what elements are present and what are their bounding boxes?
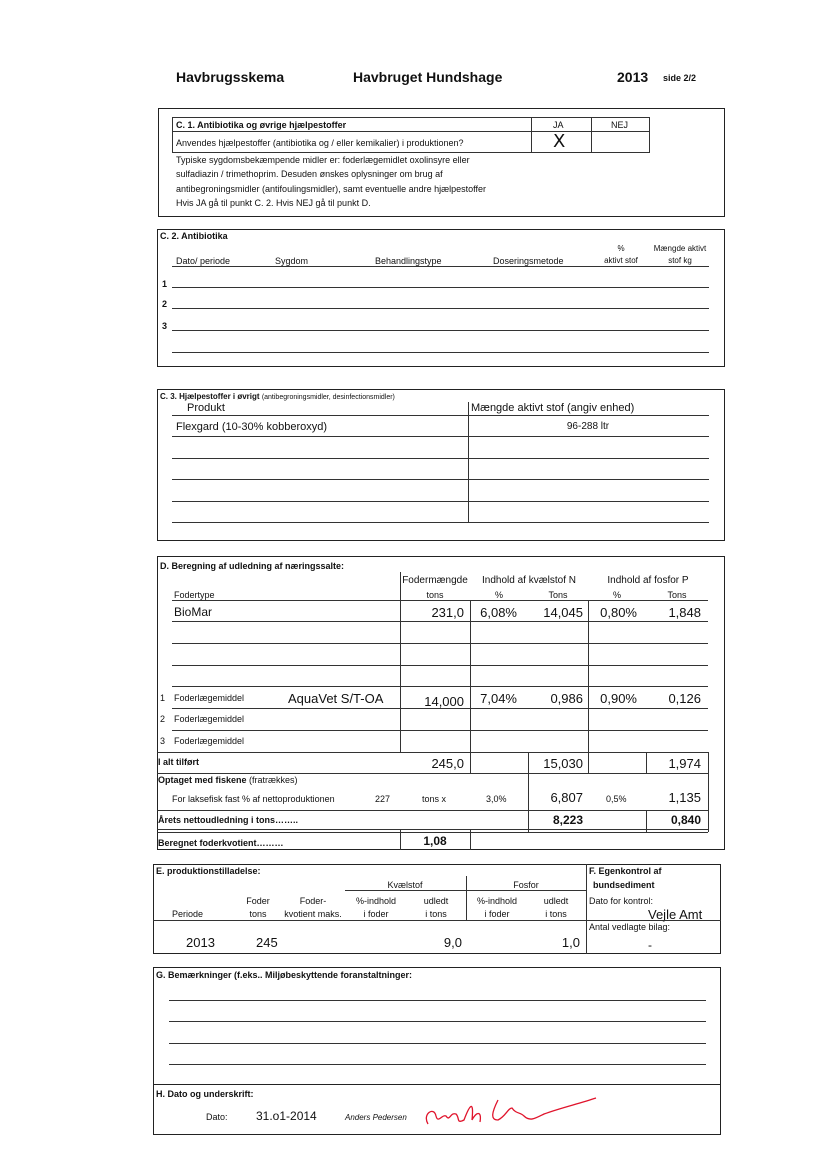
d-med1-n-pct[interactable]: 7,04% [480, 691, 517, 706]
d-fq-value[interactable]: 1,08 [423, 834, 447, 848]
d-med-number: 3 [160, 736, 166, 746]
c2-col-dosing: Doseringsmetode [493, 256, 564, 266]
d-feed-n-pct[interactable]: 6,08% [480, 605, 517, 620]
d-med1-p-pct[interactable]: 0,90% [600, 691, 637, 706]
c1-line: antibegroningsmidler (antifoulingsmidler), samt eventuelle andre hjælpestoffer [176, 184, 486, 194]
c3-title: C. 3. Hjælpestoffer i øvrigt (antibegroningsmidler, desinfectionsmidler) [160, 392, 395, 401]
d-net-p[interactable]: 0,840 [670, 813, 701, 827]
d-feed-p-pct[interactable]: 0,80% [600, 605, 637, 620]
f-title: F. Egenkontrol af [589, 866, 662, 876]
e-title: E. produktionstilladelse: [156, 866, 261, 876]
e-col-feed: Foder [246, 896, 270, 906]
g-remark-line[interactable] [169, 1043, 706, 1044]
e-col-period: Periode [172, 909, 204, 919]
page-number: side 2/2 [663, 73, 697, 83]
d-total-n[interactable]: 15,030 [543, 756, 583, 771]
e-col-p-released-sub: i tons [545, 909, 567, 919]
year: 2013 [617, 69, 649, 85]
e-col-n-pct: %-indhold [355, 896, 397, 906]
c2-col-pct: % [617, 244, 625, 253]
e-col-quotient-sub: kvotient maks. [284, 909, 342, 919]
c2-row-line[interactable] [172, 287, 709, 288]
d-med1-n-tons[interactable]: 0,986 [550, 691, 583, 706]
signature [420, 1094, 600, 1130]
e-period-value[interactable]: 2013 [186, 935, 215, 950]
c2-title: C. 2. Antibiotika [160, 231, 228, 241]
d-net-n[interactable]: 8,223 [552, 813, 583, 827]
c2-col-amount-sub: stof kg [668, 256, 692, 265]
c1-line: Hvis JA gå til punkt C. 2. Hvis NEJ gå til punkt D. [176, 198, 371, 208]
form-title: Havbrugsskema [176, 69, 285, 85]
d-col-feed: Fodermængde [402, 575, 468, 586]
d-med-label: Foderlægemiddel [174, 693, 245, 703]
e-col-n-pct-sub: i foder [363, 909, 389, 919]
d-fish-n-pct[interactable]: 3,0% [486, 794, 507, 804]
d-med-number: 2 [160, 714, 166, 724]
e-col-p-pct: %-indhold [476, 896, 518, 906]
d-med1-name[interactable]: AquaVet S/T-OA [288, 691, 384, 706]
f-date-label: Dato for kontrol: [589, 896, 654, 906]
e-col-n-released-sub: i tons [425, 909, 447, 919]
h-date-label: Dato: [206, 1112, 228, 1122]
h-date-value[interactable]: 31.o1-2014 [256, 1109, 317, 1123]
d-net-label: Årets nettoudledning i tons…….. [158, 815, 298, 825]
d-med1-p-tons[interactable]: 0,126 [668, 691, 701, 706]
d-fq-label: Beregnet foderkvotient……… [158, 838, 284, 848]
c2-col-amount: Mængde aktivt [653, 244, 707, 253]
c2-row-number: 3 [162, 321, 168, 331]
e-nitrogen: Kvælstof [387, 880, 423, 890]
farm-name: Havbruget Hundshage [353, 69, 503, 85]
d-med-number: 1 [160, 693, 166, 703]
g-title: G. Bemærkninger (f.eks.. Miljøbeskyttende foranstaltninger: [156, 970, 413, 980]
d-fish-p-pct[interactable]: 0,5% [606, 794, 627, 804]
f-control-value[interactable]: Vejle Amt [648, 907, 703, 922]
f-attachments-value[interactable]: - [648, 938, 652, 952]
d-col-type: Fodertype [174, 590, 215, 600]
e-n-value[interactable]: 9,0 [443, 935, 462, 950]
d-fish-text: For laksefisk fast % af nettoproduktionen [172, 794, 335, 804]
e-col-feed-unit: tons [249, 909, 267, 919]
h-title: H. Dato og underskrift: [156, 1089, 254, 1099]
e-phosphorus: Fosfor [513, 880, 539, 890]
c2-col-pct-sub: aktivt stof [604, 256, 638, 265]
c2-row-number: 2 [162, 299, 168, 309]
d-med-label: Foderlægemiddel [174, 736, 245, 746]
e-col-p-pct-sub: i foder [484, 909, 510, 919]
c1-line: Typiske sygdomsbekæmpende midler er: foderlægemidlet oxolinsyre eller [176, 155, 470, 165]
d-med-label: Foderlægemiddel [174, 714, 245, 724]
f-title-sub: bundsediment [593, 880, 655, 890]
d-fish-value[interactable]: 227 [375, 794, 391, 804]
c1-ja-checkbox[interactable]: X [553, 131, 566, 152]
d-total-label: I alt tilført [158, 757, 199, 767]
d-feed-tons[interactable]: 231,0 [431, 605, 464, 620]
e-col-p-released: udledt [543, 896, 569, 906]
d-fish-p[interactable]: 1,135 [668, 790, 701, 805]
e-feed-value[interactable]: 245 [256, 935, 278, 950]
c2-col-disease: Sygdom [275, 256, 309, 266]
c2-row-line[interactable] [172, 352, 709, 353]
d-col-p: Indhold af fosfor P [607, 575, 689, 586]
d-total-p[interactable]: 1,974 [668, 756, 701, 771]
c3-col-product: Produkt [187, 402, 225, 414]
c1-question: Anvendes hjælpestoffer (antibiotika og / eller kemikalier) i produktionen? [176, 138, 464, 148]
d-fish-unit: tons x [422, 794, 447, 804]
c1-nej-header: NEJ [611, 120, 629, 130]
g-remark-line[interactable] [169, 1021, 706, 1022]
c2-row-line[interactable] [172, 308, 709, 309]
c2-col-treatment: Behandlingstype [375, 256, 442, 266]
d-col-p-tons: Tons [667, 590, 687, 600]
section-c3 [157, 389, 725, 541]
e-col-n-released: udledt [423, 896, 449, 906]
d-col-feed-unit: tons [426, 590, 444, 600]
c1-line: sulfadiazin / trimethoprim. Desuden ønskes oplysninger om brug af [176, 169, 443, 179]
section-g [153, 967, 721, 1085]
h-signer-name: Anders Pedersen [345, 1113, 407, 1122]
c2-row-number: 1 [162, 279, 168, 289]
d-col-n-pct: % [494, 590, 503, 600]
c2-col-date: Dato/ periode [176, 256, 231, 266]
c3-product-value[interactable]: Flexgard (10-30% kobberoxyd) [176, 421, 328, 433]
c1-title: C. 1. Antibiotika og øvrige hjælpestoffer [176, 120, 347, 130]
e-p-value[interactable]: 1,0 [561, 935, 580, 950]
d-total-tons[interactable]: 245,0 [431, 756, 464, 771]
d-feed-p-tons[interactable]: 1,848 [668, 605, 701, 620]
d-title: D. Beregning af udledning af næringssalte: [160, 561, 345, 571]
d-col-n-tons: Tons [548, 590, 568, 600]
d-feed-n-tons[interactable]: 14,045 [543, 605, 583, 620]
c3-col-amount: Mængde aktivt stof (angiv enhed) [471, 402, 635, 414]
d-med1-tons[interactable]: 14,000 [424, 694, 464, 709]
g-remark-line[interactable] [169, 1064, 706, 1065]
signature-stroke [426, 1098, 596, 1124]
f-attachments-label: Antal vedlagte bilag: [589, 922, 671, 932]
d-col-n: Indhold af kvælstof N [482, 575, 576, 586]
d-fish-label: Optaget med fiskene (fratrækkes) [158, 775, 298, 785]
c3-amount-value[interactable]: 96-288 ltr [566, 421, 610, 432]
g-remark-line[interactable] [169, 1000, 706, 1001]
d-fish-n[interactable]: 6,807 [550, 790, 583, 805]
c1-ja-header: JA [553, 120, 564, 130]
c2-row-line[interactable] [172, 330, 709, 331]
d-feed-name[interactable]: BioMar [174, 605, 213, 619]
e-col-quotient: Foder- [299, 896, 327, 906]
d-col-p-pct: % [612, 590, 621, 600]
